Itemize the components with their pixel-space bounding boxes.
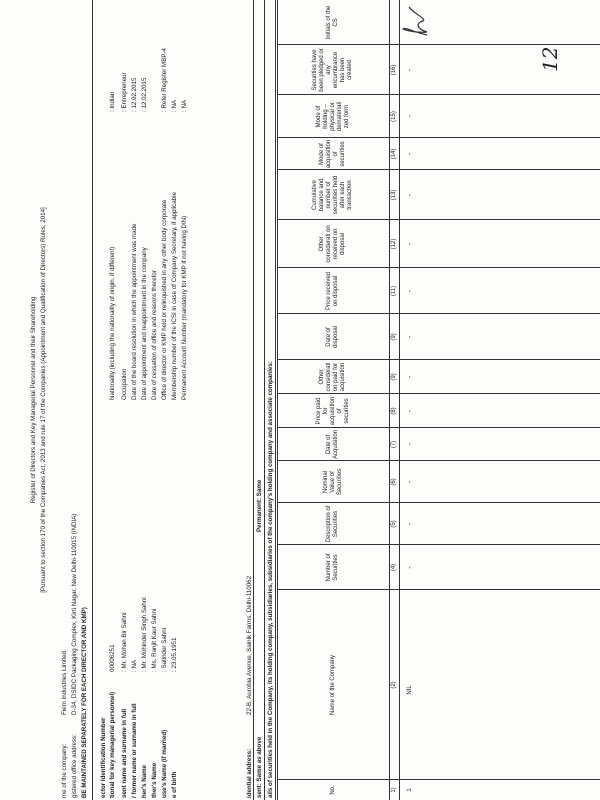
row-empty-value: - bbox=[407, 242, 414, 246]
birth-date-value: : 23.05.1951 bbox=[171, 637, 178, 672]
column-number: (6) bbox=[391, 478, 397, 486]
present-divider bbox=[264, 0, 265, 800]
table-column-rule bbox=[277, 359, 600, 360]
former-name-label: / former name or surname in full bbox=[131, 703, 138, 798]
column-number: (15) bbox=[391, 111, 397, 122]
column-header: Description of Securities bbox=[326, 505, 339, 543]
table-rule bbox=[277, 0, 278, 800]
appointment-date-value: : 12.02.2015 bbox=[141, 77, 148, 112]
row-empty-value: - bbox=[407, 335, 414, 339]
table-column-rule bbox=[277, 460, 600, 461]
row-serial: 1 bbox=[407, 788, 413, 792]
column-header: Cumulative balance and number of securities held after each transaction bbox=[312, 175, 353, 215]
board-resolution-value: : 12.02.2015 bbox=[131, 77, 138, 112]
column-number: (12) bbox=[391, 238, 397, 250]
nationality-value: : Indian bbox=[109, 91, 116, 112]
din-value: 00006251 bbox=[109, 644, 116, 672]
row-empty-value: - bbox=[407, 480, 414, 484]
residential-address-value: 22-B, Aurobia Avenue, Sainik Farms, Delhi-110062 bbox=[246, 575, 253, 715]
column-header: Price paid for acquisition of securities bbox=[315, 396, 350, 426]
pan-value: : NA bbox=[181, 99, 188, 112]
column-header: Number of Securities bbox=[326, 553, 339, 582]
icsi-membership-value: : NA bbox=[171, 99, 178, 112]
maintenance-note: BE MAINTAINED SEPARATELY FOR EACH DIRECTOR AND KMP) bbox=[81, 607, 88, 798]
table-column-rule bbox=[277, 427, 600, 428]
securities-table bbox=[277, 0, 600, 800]
table-column-rule bbox=[277, 589, 600, 590]
kmp-note-label: tional for key managerial personnel) bbox=[109, 691, 116, 798]
appointment-date-label: Date of appointment and reappointment in the company bbox=[141, 247, 148, 400]
company-name-value: Fiem Industries Limited bbox=[61, 651, 68, 715]
mother-name-label: ther's Name bbox=[151, 762, 158, 798]
present-name-label: sent name and surname in full bbox=[121, 708, 128, 798]
board-resolution-label: Date of the board resolution in which the appointment was made bbox=[131, 223, 138, 400]
table-column-rule bbox=[277, 267, 600, 268]
address-divider bbox=[253, 0, 254, 800]
column-header: Price received on disposal bbox=[326, 272, 339, 311]
row-empty-value: - bbox=[407, 152, 414, 156]
column-number: (4) bbox=[391, 563, 397, 572]
spouse-name-value: : Satinder Sahni bbox=[161, 627, 168, 672]
father-name-label: her's Name bbox=[141, 764, 148, 798]
office-address-value: D-34, DSIDC Packaging Complex, Kirti Nagar, New Delhi-110015 (INDIA) bbox=[71, 513, 78, 715]
row-empty-value: - bbox=[407, 409, 414, 413]
register-subtitle: [Pursuant to section 170 of the Companies Act, 2013 and rule 17 of the Companies (Appointment and Qualification of Directors) Rules, 2014] bbox=[40, 207, 47, 593]
column-number: (14) bbox=[391, 148, 397, 160]
column-number: (2) bbox=[391, 681, 397, 689]
present-address-label: sent: Same as above bbox=[256, 736, 263, 798]
former-name-value: : NA bbox=[131, 659, 138, 672]
column-header: Mode of holding – physical or demateriali zed form bbox=[315, 101, 350, 132]
birth-date-label: e of birth bbox=[171, 771, 178, 798]
header-divider bbox=[92, 0, 93, 800]
securities-table-caption: ails of securities held in the Company, its holding company, subsidiaries, subsidiaries of the company's holding company and associate companies: bbox=[267, 361, 274, 798]
pan-label: Permanent Account Number (mandatory for KMP if not having DIN) bbox=[181, 215, 188, 400]
cessation-label: Date of cessation of office and reasons therefor bbox=[151, 270, 158, 400]
column-header: Nominal Value of Securities bbox=[322, 468, 343, 496]
occupation-value: : Entrepreneur bbox=[121, 72, 128, 112]
table-column-rule bbox=[277, 502, 600, 503]
other-office-label: Office of director or KMP held or relinquished in any other body corporate bbox=[161, 199, 168, 400]
present-name-value: : Mr. Mohan Bir Sahni bbox=[121, 612, 128, 672]
page-number: 12 bbox=[538, 46, 562, 72]
column-header: No. bbox=[329, 785, 336, 795]
table-column-rule bbox=[277, 219, 600, 220]
table-rule bbox=[399, 0, 400, 800]
column-header: Date of disposal bbox=[326, 326, 339, 349]
spouse-name-label: use's Name (if married) bbox=[161, 729, 168, 798]
column-header: Date of Acquisition bbox=[326, 429, 339, 459]
table-column-rule bbox=[277, 44, 600, 45]
row-empty-value: - bbox=[407, 68, 414, 72]
column-number: (5) bbox=[391, 520, 397, 528]
row-empty-value: - bbox=[407, 193, 414, 197]
register-title: Register of Directors and Key Managerial Personnel and their Shareholding bbox=[30, 296, 37, 504]
residential-address-label: idential address: bbox=[246, 748, 253, 798]
table-column-rule bbox=[277, 169, 600, 170]
nationality-label: Nationality (including the nationality of origin, if different) bbox=[109, 246, 116, 400]
column-number: 1) bbox=[391, 787, 397, 793]
column-header: Other considerati on paid for acquisition bbox=[319, 362, 346, 392]
table-column-rule bbox=[277, 313, 600, 314]
column-number: (11) bbox=[391, 285, 397, 297]
din-label: ector Identification Number bbox=[100, 717, 107, 798]
table-column-rule bbox=[277, 94, 600, 95]
column-header: Other considerati on received on disposal bbox=[319, 225, 346, 263]
column-number: (9) bbox=[391, 333, 397, 341]
father-name-value: : Mr. Mohinder Singh Sahni bbox=[141, 597, 148, 672]
column-number: (13) bbox=[391, 189, 397, 201]
permanent-address-label: Permanent: Same bbox=[256, 479, 263, 532]
column-header: Mode of acquisition of securities bbox=[319, 139, 346, 169]
table-rule bbox=[389, 0, 390, 800]
column-header: Name of the Company bbox=[329, 654, 336, 716]
caption-divider bbox=[275, 0, 276, 800]
row-empty-value: - bbox=[407, 566, 414, 569]
table-column-rule bbox=[277, 137, 600, 138]
mother-name-value: : Ms. Ranjit Kaur Sahni bbox=[151, 608, 158, 672]
column-header: Initials of the CS bbox=[326, 5, 339, 40]
column-number: (8) bbox=[391, 407, 397, 415]
column-header: Securities have been pledged or any encumbrance has been created bbox=[312, 48, 353, 92]
table-column-rule bbox=[277, 779, 600, 780]
row-empty-value: - bbox=[407, 289, 414, 293]
other-office-value: : Refer Register MBP-4 bbox=[161, 48, 168, 112]
column-number: (16) bbox=[391, 64, 397, 76]
row-empty-value: - bbox=[407, 115, 414, 118]
column-number: (7) bbox=[391, 440, 397, 449]
table-column-rule bbox=[277, 393, 600, 394]
occupation-label: Occupation bbox=[121, 368, 128, 400]
row-empty-value: - bbox=[407, 375, 414, 379]
row-empty-value: - bbox=[407, 522, 414, 526]
cs-initials-signature bbox=[401, 1, 431, 41]
company-name-label: me of the company: bbox=[61, 743, 68, 798]
row-empty-value: - bbox=[407, 443, 414, 446]
table-column-rule bbox=[277, 544, 600, 545]
office-address-label: gistered office address: bbox=[71, 734, 78, 798]
icsi-membership-label: Membership number of the ICSI in case of Company Secretary, if applicable bbox=[171, 192, 178, 400]
column-number: (9) bbox=[391, 373, 397, 381]
row-company-name: NIL bbox=[407, 685, 413, 695]
